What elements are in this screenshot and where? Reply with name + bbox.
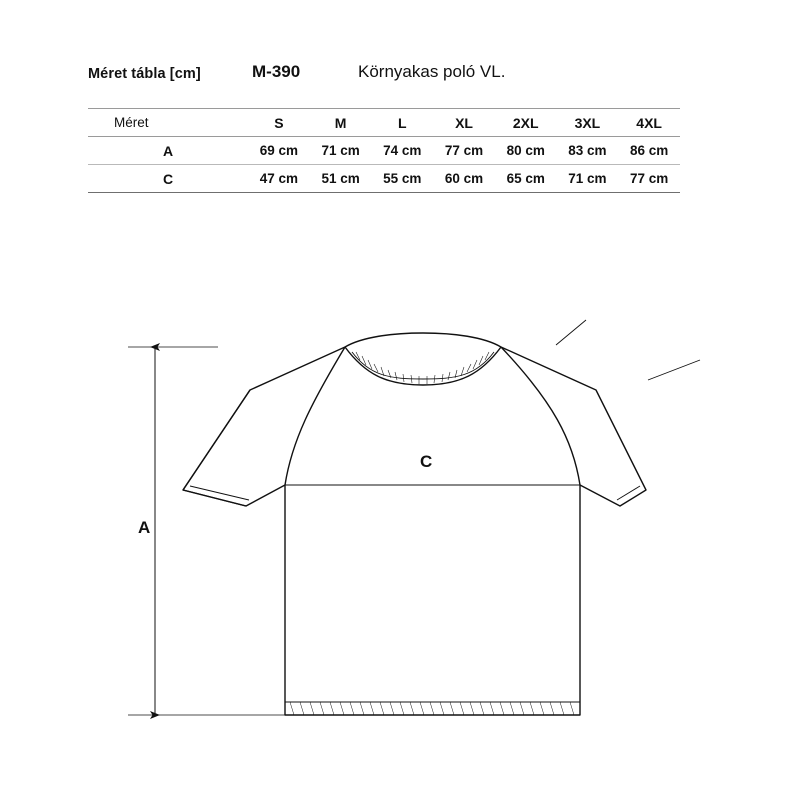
right-armhole-seam: [501, 347, 580, 485]
left-sleeve-edge: [183, 390, 250, 490]
left-armhole-seam: [285, 347, 345, 485]
table-header-size-4xl: 4XL: [618, 109, 680, 137]
leader-line-1: [556, 320, 586, 345]
left-sleeve-hem-inner: [190, 486, 249, 500]
cell-c-4xl: 77 cm: [618, 165, 680, 193]
table-header-size-xl: XL: [433, 109, 495, 137]
cell-a-s: 69 cm: [248, 137, 310, 165]
right-sleeve-hem-inner: [617, 486, 640, 500]
tshirt-outline: [183, 320, 700, 715]
cell-a-m: 71 cm: [310, 137, 372, 165]
product-code: M-390: [252, 62, 301, 81]
table-row: [88, 137, 680, 165]
bottom-hem-hatch: [290, 702, 574, 715]
table-row: [88, 165, 680, 193]
dimension-lines: [128, 347, 580, 715]
table-header-row: [88, 109, 680, 137]
dimension-label-c: C: [420, 452, 433, 471]
tshirt-body-path: [183, 333, 646, 715]
product-title: Környakas poló VL.: [358, 62, 506, 81]
table-header-size-l: L: [371, 109, 433, 137]
leader-line-2: [648, 360, 700, 380]
row-label-a: A: [88, 137, 248, 165]
cell-c-2xl: 65 cm: [495, 165, 557, 193]
technical-drawing: [0, 290, 800, 760]
cell-a-xl: 77 cm: [433, 137, 495, 165]
cell-a-2xl: 80 cm: [495, 137, 557, 165]
dimension-label-a: A: [138, 518, 151, 537]
cell-a-3xl: 83 cm: [557, 137, 619, 165]
neckline-inner: [352, 352, 494, 379]
tshirt-diagram-svg: [0, 290, 800, 760]
table-header-size-2xl: 2XL: [495, 109, 557, 137]
cell-c-3xl: 71 cm: [557, 165, 619, 193]
cell-c-xl: 60 cm: [433, 165, 495, 193]
cell-c-m: 51 cm: [310, 165, 372, 193]
left-sleeve-hem: [183, 490, 246, 506]
cell-a-l: 74 cm: [371, 137, 433, 165]
table-header-size-3xl: 3XL: [557, 109, 619, 137]
cell-c-l: 55 cm: [371, 165, 433, 193]
table-header-measure: Méret: [88, 109, 248, 137]
size-table: [88, 108, 680, 193]
row-label-c: C: [88, 165, 248, 193]
size-table-container: [88, 108, 680, 193]
header: [0, 62, 800, 96]
table-header-size-s: S: [248, 109, 310, 137]
cell-a-4xl: 86 cm: [618, 137, 680, 165]
size-table-caption: Méret tábla [cm]: [88, 66, 201, 82]
table-header-size-m: M: [310, 109, 372, 137]
cell-c-s: 47 cm: [248, 165, 310, 193]
